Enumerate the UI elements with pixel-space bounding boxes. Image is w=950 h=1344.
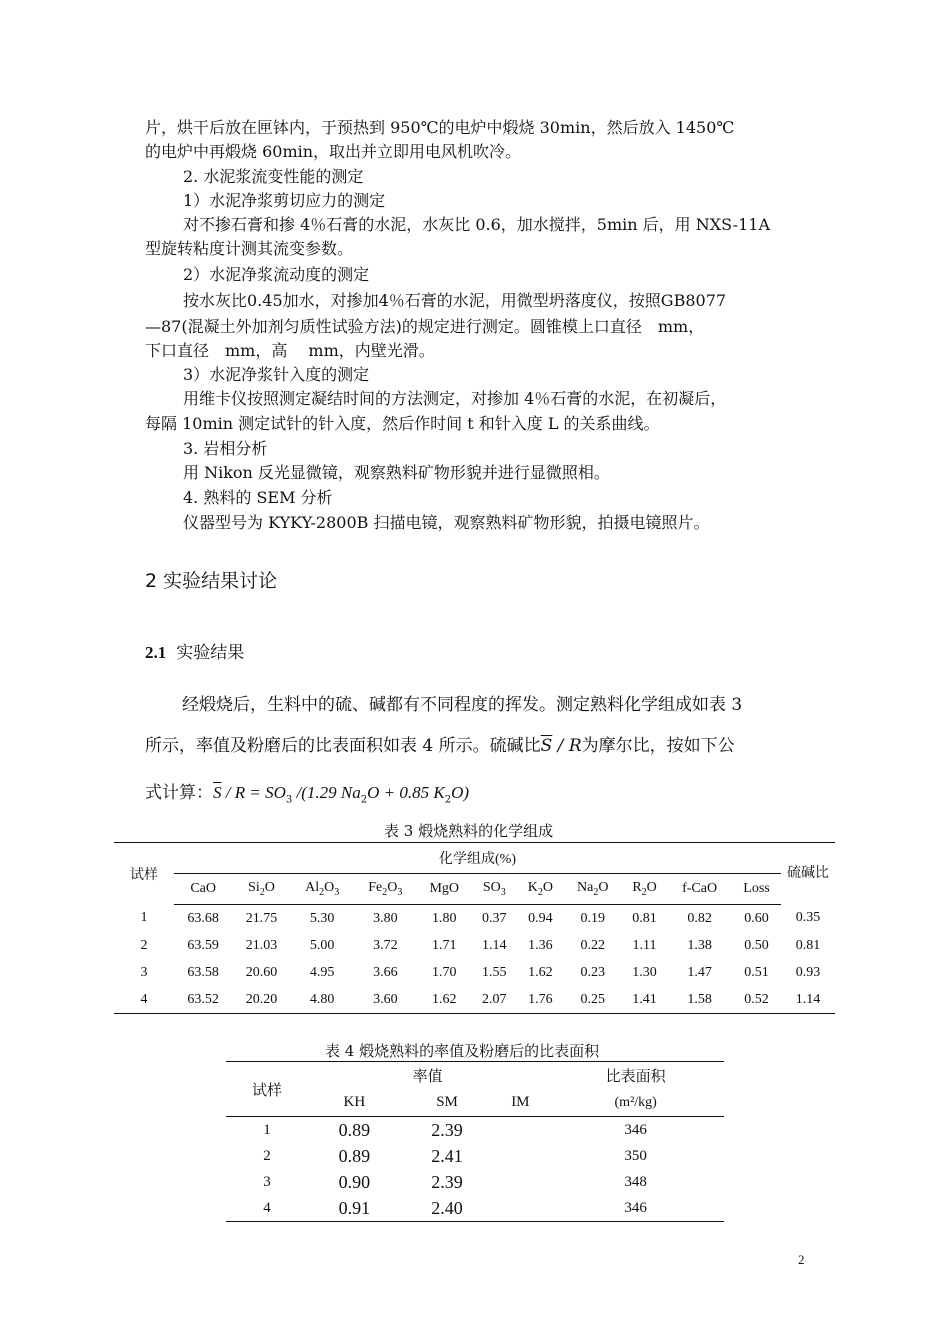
- table-row: [114, 959, 835, 986]
- table-cell: 1.14: [795, 991, 821, 1007]
- table-cell: 0.93: [795, 964, 821, 980]
- table-cell: 1.62: [528, 964, 553, 980]
- table-cell: 2.41: [431, 1145, 463, 1166]
- table-row: [114, 905, 835, 933]
- col-area-unit: (m²/kg): [547, 1089, 724, 1117]
- table-cell: 1.70: [432, 964, 457, 980]
- body-line: 仪器型号为 KYKY-2800B 扫描电镜，观察熟料矿物形貌，拍摄电镜照片。: [183, 513, 710, 532]
- table-cell: 346: [624, 1121, 647, 1138]
- table-cell: [493, 1195, 547, 1222]
- col-header: KH: [308, 1089, 401, 1117]
- table-row: [114, 986, 835, 1014]
- col-sample-header: 试样: [226, 1062, 308, 1117]
- table-cell: 1.71: [432, 937, 457, 953]
- body-line: 对不掺石膏和掺 4％石膏的水泥，水灰比 0.6，加水搅拌，5min 后，用 NXS-11A: [183, 215, 771, 234]
- table-cell: 1.76: [528, 991, 553, 1007]
- body-line: 4. 熟料的 SEM 分析: [183, 488, 333, 507]
- table-cell: 2: [140, 937, 148, 953]
- col-ratio-header: 硫碱比: [787, 865, 829, 881]
- page-number: 2: [798, 1252, 805, 1267]
- subsection-number: 2.1: [145, 643, 167, 662]
- body-line: 的电炉中再煅烧 60min，取出并立即用电风机吹冷。: [145, 142, 522, 161]
- body-line: —87(混凝土外加剂匀质性试验方法)的规定进行测定。圆锥模上口直径 mm，: [145, 317, 705, 336]
- table-cell: 0.90: [338, 1171, 371, 1192]
- paragraph-line: 所示，率值及粉磨后的比表面积如表 4 所示。硫碱比$\overline{S}$ / R为摩尔比，按如下公: [145, 736, 735, 756]
- body-line: 用 Nikon 反光显微镜，观察熟料矿物形貌并进行显微照相。: [183, 463, 610, 482]
- table-cell: 0.94: [528, 910, 553, 926]
- table-cell: 2.07: [482, 991, 507, 1007]
- table-cell: 63.58: [187, 964, 219, 980]
- table-cell: 1.38: [687, 937, 712, 953]
- body-line: 每隔 10min 测定试针的针入度，然后作时间 t 和针入度 L 的关系曲线。: [145, 414, 660, 433]
- table-cell: 1.58: [687, 991, 712, 1007]
- table-cell: 0.23: [580, 964, 606, 980]
- col-header: $Na_2O$: [564, 874, 622, 905]
- table-cell: 3.80: [373, 910, 398, 926]
- table-cell: 1.62: [432, 991, 457, 1007]
- table-cell: 21.03: [245, 937, 278, 953]
- body-line: 型旋转粘度计测其流变参数。: [145, 239, 354, 258]
- table-cell: 1: [263, 1121, 271, 1138]
- table-cell: 4: [140, 991, 148, 1007]
- table-cell: 0.82: [687, 910, 712, 926]
- table-cell: 1.11: [632, 937, 657, 953]
- table-cell: 4.80: [309, 991, 335, 1007]
- table-cell: 1.30: [632, 964, 657, 980]
- table-cell: 350: [624, 1147, 647, 1164]
- table-cell: [493, 1117, 547, 1144]
- table-cell: 1.55: [482, 964, 507, 980]
- col-header: Loss: [732, 874, 781, 905]
- table-cell: 20.20: [245, 991, 278, 1007]
- table3-caption: 表 3 煅烧熟料的化学组成: [384, 822, 554, 840]
- formula: 式计算：$\overline{S} / R = SO_3$ /(1.29 $Na_2O + 0.85$ $K_2O$): [145, 783, 470, 806]
- table-cell: [493, 1169, 547, 1195]
- table-cell: 2: [263, 1147, 271, 1164]
- col-header: $Al_2O_3$: [291, 874, 354, 905]
- body-line: 2. 水泥浆流变性能的测定: [183, 167, 364, 186]
- table-cell: 0.60: [744, 910, 769, 926]
- table-cell: 348: [624, 1173, 647, 1190]
- group-header: 率值: [412, 1069, 443, 1085]
- table-cell: 1.36: [528, 937, 553, 953]
- table-row: [226, 1143, 724, 1169]
- table-cell: 0.50: [744, 937, 769, 953]
- table-cell: 1.47: [687, 964, 712, 980]
- table-cell: 0.25: [580, 991, 606, 1007]
- table-row: [226, 1195, 724, 1222]
- table-row: [114, 932, 835, 959]
- table-cell: 3: [140, 964, 148, 980]
- table-cell: 2.39: [431, 1171, 463, 1192]
- table-cell: 3.72: [373, 937, 398, 953]
- table-cell: 1: [140, 910, 148, 926]
- table-cell: 63.59: [187, 937, 219, 953]
- table-cell: 2.39: [431, 1119, 463, 1140]
- table-cell: 0.35: [795, 910, 821, 926]
- col-header: $Si_2O$: [232, 874, 290, 905]
- table-cell: 1.14: [482, 937, 507, 953]
- table4: [226, 1061, 724, 1222]
- table-cell: 3: [263, 1173, 271, 1190]
- table-row: [226, 1117, 724, 1144]
- col-header: $Fe_2O_3$: [354, 874, 417, 905]
- col-sample-header: 试样: [130, 867, 158, 883]
- table3: [114, 842, 835, 1014]
- subsection-heading: [145, 638, 244, 663]
- sulfur-symbol: $\overline{S}$: [540, 736, 553, 756]
- col-header: CaO: [174, 874, 232, 905]
- table-cell: 63.52: [187, 991, 219, 1007]
- table-cell: 0.91: [338, 1197, 371, 1218]
- group-header: 化学组成(%): [174, 843, 781, 874]
- table-cell: 4.95: [309, 964, 335, 980]
- body-line: 下口直径 mm，高 mm，内壁光滑。: [145, 341, 435, 360]
- body-line: 3. 岩相分析: [183, 439, 268, 458]
- body-line: 2）水泥净浆流动度的测定: [183, 265, 370, 284]
- table-cell: 20.60: [245, 964, 278, 980]
- col-header: $K_2O$: [517, 874, 564, 905]
- table-cell: 0.37: [482, 910, 507, 926]
- col-header: MgO: [417, 874, 472, 905]
- body-line: 用维卡仪按照测定凝结时间的方法测定，对掺加 4％石膏的水泥，在初凝后，: [183, 389, 727, 408]
- table-cell: [493, 1143, 547, 1169]
- body-line: 按水灰比0.45加水，对掺加4％石膏的水泥，用微型坍落度仪，按照GB8077: [183, 291, 727, 310]
- table-cell: 5.00: [309, 937, 335, 953]
- paragraph-line: 经煅烧后，生料中的硫、碱都有不同程度的挥发。测定熟料化学组成如表 3: [182, 695, 743, 715]
- table-cell: 0.89: [338, 1145, 371, 1166]
- table-cell: 5.30: [309, 910, 335, 926]
- table-cell: 1.80: [432, 910, 457, 926]
- subsection-title: 实验结果: [176, 643, 245, 663]
- col-header: IM: [493, 1089, 547, 1117]
- col-header: $R_2O$: [622, 874, 667, 905]
- table-cell: 0.52: [744, 991, 769, 1007]
- section-heading: 2 实验结果讨论: [145, 570, 278, 592]
- table-cell: 0.89: [338, 1119, 371, 1140]
- table-cell: 0.19: [580, 910, 606, 926]
- table-cell: 0.81: [795, 937, 821, 953]
- table-row: [226, 1169, 724, 1195]
- table-cell: 3.60: [373, 991, 398, 1007]
- table-cell: 3.66: [373, 964, 398, 980]
- col-header: $SO_3$: [472, 874, 517, 905]
- table-cell: 63.68: [187, 910, 219, 926]
- body-line: 3）水泥净浆针入度的测定: [183, 365, 370, 384]
- col-area-header: 比表面积: [605, 1069, 666, 1085]
- body-line: 片，烘干后放在匣钵内，于预热到 950℃的电炉中煅烧 30min，然后放入 1450℃: [145, 118, 735, 137]
- table-cell: 0.51: [744, 964, 769, 980]
- table-cell: 0.81: [632, 910, 657, 926]
- col-header: f-CaO: [667, 874, 732, 905]
- table-cell: 1.41: [632, 991, 657, 1007]
- table-cell: 4: [263, 1199, 271, 1216]
- col-header: SM: [401, 1089, 494, 1117]
- body-line: 1）水泥净浆剪切应力的测定: [183, 191, 386, 210]
- table-cell: 346: [624, 1199, 647, 1216]
- table-cell: 21.75: [245, 910, 278, 926]
- table-cell: 2.40: [431, 1197, 463, 1218]
- table4-caption: 表 4 煅烧熟料的率值及粉磨后的比表面积: [325, 1042, 600, 1060]
- table-cell: 0.22: [580, 937, 606, 953]
